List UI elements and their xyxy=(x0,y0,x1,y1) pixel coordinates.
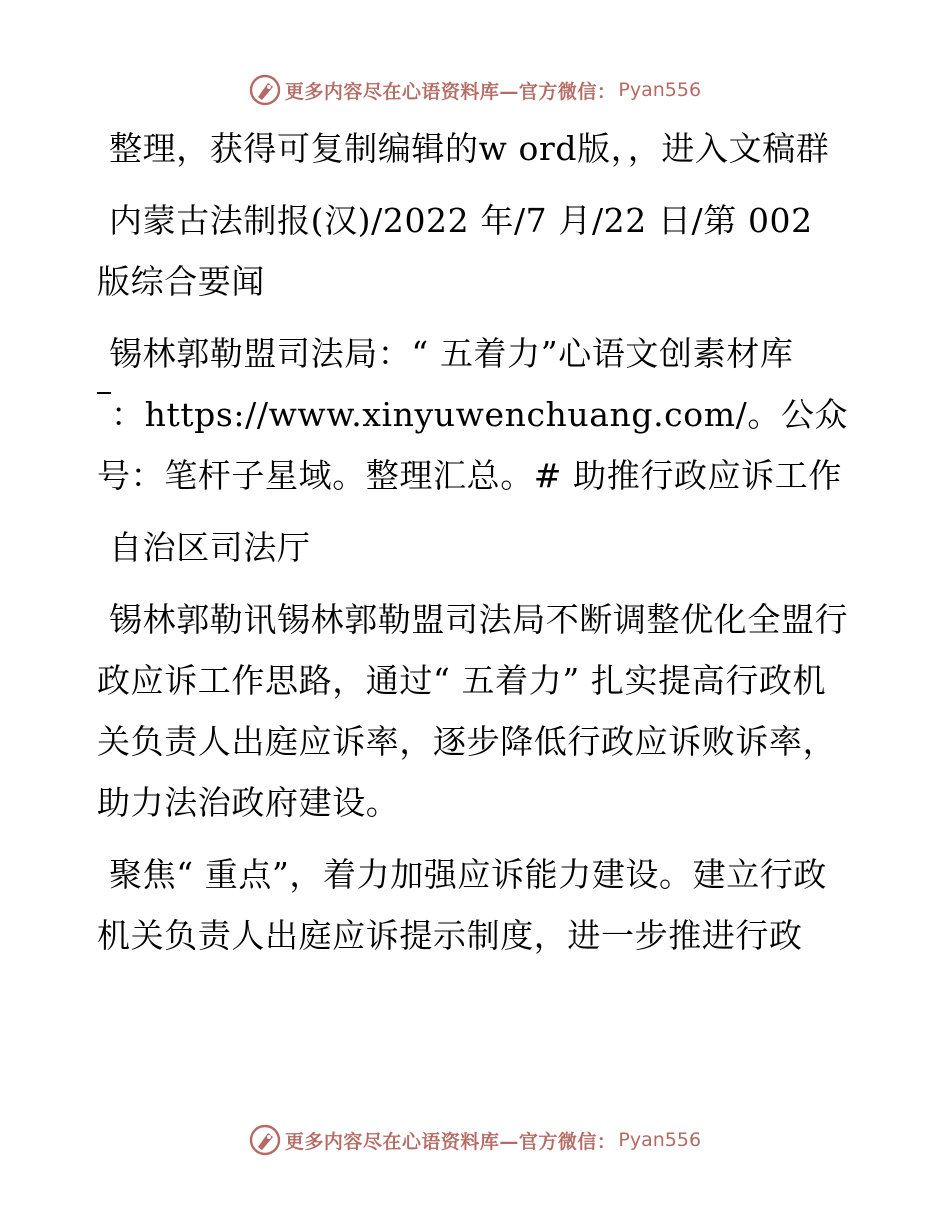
paragraph-2: 内蒙古法制报(汉)/2022 年/7 月/22 日/第 002 版综合要闻 xyxy=(97,201,813,301)
watermark-text: 更多内容尽在心语资料库—官方微信： xyxy=(284,80,617,103)
watermark-handle: Pyan556 xyxy=(618,1129,702,1151)
paragraph-5: 自治区司法厅 xyxy=(109,528,311,567)
footer-watermark xyxy=(0,1120,950,1160)
paragraph-1: 整理，获得可复制编辑的w ord版，，进入文稿群 xyxy=(109,129,830,168)
pen-logo-icon xyxy=(249,74,281,106)
pen-logo-icon xyxy=(249,1124,281,1156)
article-body xyxy=(97,118,857,977)
watermark-handle: Pyan556 xyxy=(618,79,702,101)
stray-mark xyxy=(97,392,111,394)
paragraph-4 xyxy=(97,384,857,506)
paragraph-3 xyxy=(97,323,857,384)
paragraph-6: 锡林郭勒讯锡林郭勒盟司法局不断调整优化全盟行政应诉工作思路，通过“ 五着力” 扎实提高行政机关负责人出庭应诉率，逐步降低行政应诉败诉率，助力法治政府建设。 xyxy=(97,600,849,822)
paragraph-4-text: ：https://www.xinyuwenchuang.com/。公众号：笔杆子星域。整理汇总。# 助推行政应诉工作 xyxy=(97,395,849,495)
header-watermark xyxy=(0,70,950,110)
paragraph-7: 聚焦“ 重点”，着力加强应诉能力建设。建立行政机关负责人出庭应诉提示制度，进一步推进行政 xyxy=(97,855,828,955)
paragraph-3-text: 锡林郭勒盟司法局：“ 五着力”心语文创素材库 xyxy=(109,334,794,373)
watermark-text: 更多内容尽在心语资料库—官方微信： xyxy=(284,1130,617,1153)
